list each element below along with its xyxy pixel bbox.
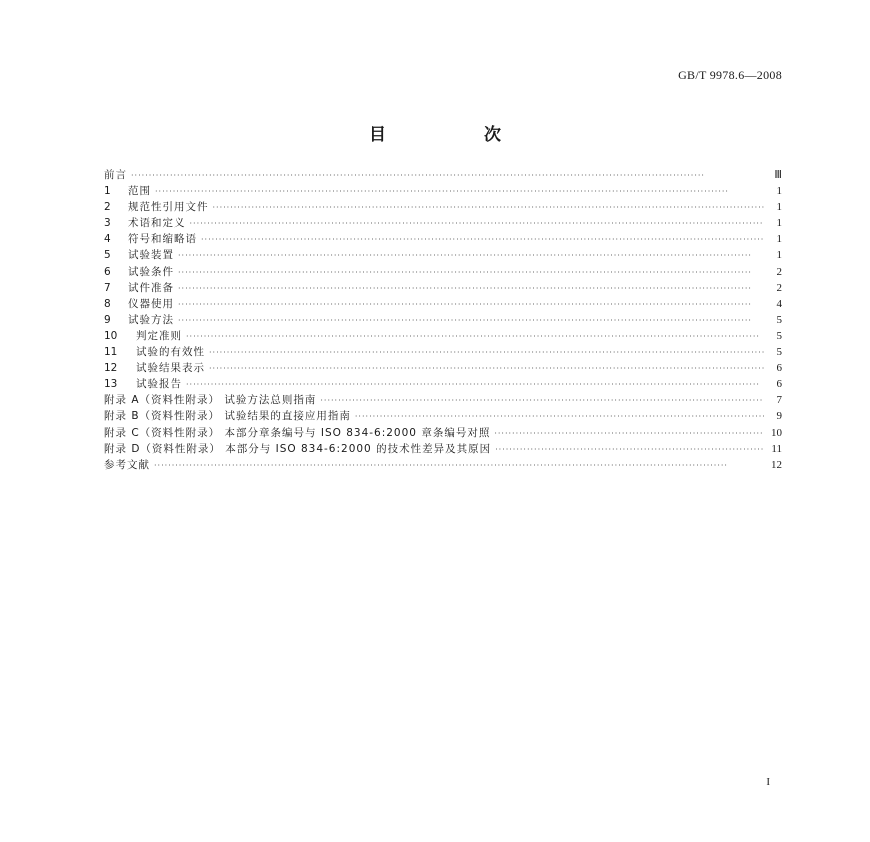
toc-number: 7 <box>104 281 111 294</box>
toc-page-number: 6 <box>776 378 782 391</box>
toc-page-number: 7 <box>776 394 782 407</box>
toc-page-number: 1 <box>776 185 782 198</box>
toc-label: 前言 <box>104 169 127 181</box>
toc-label: 试验报告 <box>136 378 182 391</box>
toc-leader-dots <box>209 361 764 377</box>
toc-label: 附录 C（资料性附录） 本部分章条编号与 ISO 834-6:2000 章条编号对照 <box>104 426 491 439</box>
toc-page-number: 1 <box>776 233 782 246</box>
standard-code: GB/T 9978.6—2008 <box>678 68 782 82</box>
toc-entry-6[interactable] <box>104 264 782 280</box>
toc-label: 试验方法 <box>128 313 174 326</box>
toc-number: 9 <box>104 313 111 326</box>
toc-leader-dots <box>186 329 764 345</box>
toc-number: 10 <box>104 329 118 342</box>
toc-page-number: 2 <box>776 265 782 278</box>
toc-number: 5 <box>104 249 111 262</box>
toc-page-number: 5 <box>776 313 782 326</box>
toc-page-number: 11 <box>771 442 782 455</box>
toc-leader-dots <box>178 248 764 264</box>
toc-label: 术语和定义 <box>128 217 186 230</box>
toc-entry-annex-d[interactable] <box>104 441 782 457</box>
toc-label: 试件准备 <box>128 281 174 294</box>
toc-entry-11[interactable] <box>104 344 782 360</box>
toc-leader-dots <box>495 442 764 458</box>
toc-number: 8 <box>104 297 111 310</box>
toc-page-number: 1 <box>776 217 782 230</box>
toc-entry-10[interactable] <box>104 328 782 344</box>
toc-page-number: 12 <box>771 458 782 471</box>
toc-leader-dots <box>213 200 765 216</box>
toc-leader-dots <box>190 216 765 232</box>
toc-entry-annex-a[interactable] <box>104 392 782 408</box>
toc-page-number: 6 <box>776 362 782 375</box>
toc-page-number: 1 <box>776 249 782 262</box>
toc-number: 13 <box>104 378 118 391</box>
toc-entry-annex-c[interactable] <box>104 425 782 441</box>
toc-page-number: 4 <box>776 297 782 310</box>
toc-page-number: 5 <box>776 346 782 359</box>
toc-number: 1 <box>104 185 111 198</box>
page-title: 目 次 <box>369 125 547 145</box>
toc-page-number: 5 <box>776 329 782 342</box>
toc-entry-4[interactable] <box>104 231 782 247</box>
toc-leader-dots <box>178 281 764 297</box>
toc-entry-5[interactable] <box>104 247 782 263</box>
toc-page-number: Ⅲ <box>774 169 782 181</box>
toc-leader-dots <box>209 345 764 361</box>
toc-page-number: 1 <box>776 201 782 214</box>
toc-page-number: 9 <box>776 410 782 423</box>
toc-leader-dots <box>154 458 764 474</box>
toc-number: 2 <box>104 201 111 214</box>
toc-label: 范围 <box>128 185 151 198</box>
toc-number: 4 <box>104 233 111 246</box>
toc-entry-bibliography[interactable] <box>104 457 782 473</box>
toc-label: 附录 D（资料性附录） 本部分与 ISO 834-6:2000 的技术性差异及其原因 <box>104 442 492 455</box>
toc-label: 参考文献 <box>104 458 150 471</box>
toc-entry-annex-b[interactable] <box>104 408 782 424</box>
toc-leader-dots <box>155 184 764 200</box>
toc-entry-12[interactable] <box>104 360 782 376</box>
toc-leader-dots <box>178 297 764 313</box>
toc-page-number: 10 <box>771 426 782 439</box>
toc-label: 附录 B（资料性附录） 试验结果的直接应用指南 <box>104 410 351 423</box>
toc-label: 附录 A（资料性附录） 试验方法总则指南 <box>104 394 317 407</box>
toc-entry-13[interactable] <box>104 376 782 392</box>
toc-label: 试验的有效性 <box>136 346 205 359</box>
toc-label: 试验条件 <box>128 265 174 278</box>
toc-label: 试验结果表示 <box>136 362 205 375</box>
toc-entry-7[interactable] <box>104 280 782 296</box>
toc-leader-dots <box>186 377 764 393</box>
toc-number: 6 <box>104 265 111 278</box>
toc-page-number: 2 <box>776 281 782 294</box>
toc-entry-8[interactable] <box>104 296 782 312</box>
toc-leader-dots <box>494 426 764 442</box>
toc-leader-dots <box>320 393 764 409</box>
toc-number: 11 <box>104 346 118 359</box>
toc-leader-dots <box>355 409 764 425</box>
toc-entry-1[interactable] <box>104 183 782 199</box>
toc-entry-9[interactable] <box>104 312 782 328</box>
toc-label: 符号和缩略语 <box>128 233 197 246</box>
toc-number: 3 <box>104 217 111 230</box>
toc-leader-dots <box>178 313 764 329</box>
toc-label: 判定准则 <box>136 329 182 342</box>
toc-leader-dots <box>131 168 764 184</box>
toc-leader-dots <box>178 265 764 281</box>
toc-number: 12 <box>104 362 118 375</box>
toc-leader-dots <box>201 232 764 248</box>
toc-label: 仪器使用 <box>128 297 174 310</box>
toc-label: 试验装置 <box>128 249 174 262</box>
toc-entry-foreword[interactable] <box>104 167 782 183</box>
table-of-contents <box>104 167 782 473</box>
toc-entry-2[interactable] <box>104 199 782 215</box>
toc-label: 规范性引用文件 <box>128 201 209 214</box>
toc-entry-3[interactable] <box>104 215 782 231</box>
footer-page-number: I <box>766 776 770 788</box>
